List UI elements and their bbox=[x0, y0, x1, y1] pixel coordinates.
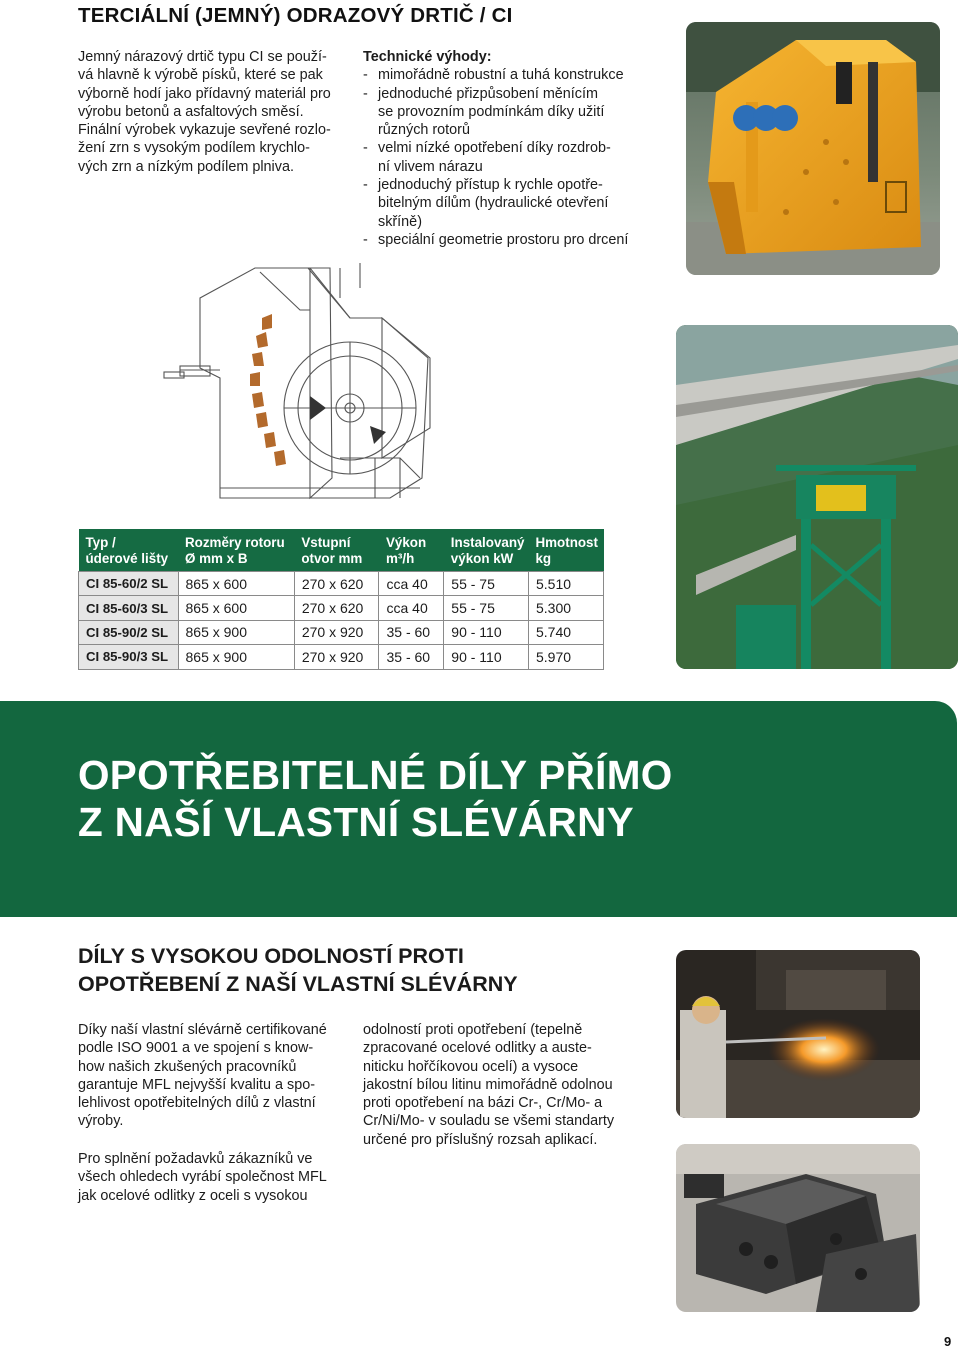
crusher-photo bbox=[686, 22, 940, 275]
table-row bbox=[79, 620, 604, 644]
table-cell: 35 - 60 bbox=[379, 645, 444, 669]
table-row bbox=[79, 572, 604, 596]
table-cell: CI 85-90/3 SL bbox=[79, 645, 179, 669]
list-item: - jednoduchý přístup k rychle opotře- bitelným dílům (hydraulické otevření skříně) bbox=[363, 177, 609, 230]
column-header: Rozměry rotoru Ø mm x B bbox=[178, 529, 294, 572]
body-paragraph: Pro splnění požadavků zákazníků ve všech ohledech vyrábí společnost MFL jak ocelové odlitky z oceli s vysokou bbox=[78, 1151, 327, 1204]
table-cell: 90 - 110 bbox=[444, 645, 529, 669]
section-heading: DÍLY S VYSOKOU ODOLNOSTÍ PROTI OPOTŘEBENÍ Z NAŠÍ VLASTNÍ SLÉVÁRNY bbox=[78, 944, 518, 996]
table-cell: 90 - 110 bbox=[444, 620, 529, 644]
list-item: - velmi nízké opotřebení díky rozdrob- ní vlivem nárazu bbox=[363, 140, 611, 175]
column-header: Hmotnost kg bbox=[528, 529, 603, 572]
column-header: Typ / úderové lišty bbox=[79, 529, 179, 572]
table-cell: 5.300 bbox=[528, 596, 603, 620]
technical-heading: Technické výhody: bbox=[363, 49, 492, 65]
technical-advantages bbox=[363, 48, 645, 249]
column-header: Instalovaný výkon kW bbox=[444, 529, 529, 572]
column-header: Vstupní otvor mm bbox=[294, 529, 379, 572]
table-cell: 35 - 60 bbox=[379, 620, 444, 644]
table-cell: 55 - 75 bbox=[444, 596, 529, 620]
list-item: - mimořádně robustní a tuhá konstrukce bbox=[363, 67, 624, 84]
cast-wear-parts-photo bbox=[676, 1144, 920, 1312]
table-cell: 865 x 900 bbox=[178, 620, 294, 644]
table-header-row bbox=[79, 529, 604, 572]
list-item: - jednoduché přizpůsobení měnícím se provozním podmínkám díky užití různých rotorů bbox=[363, 85, 605, 139]
table-cell: 5.970 bbox=[528, 645, 603, 669]
intro-paragraph: Jemný nárazový drtič typu CI se použí- vá hlavně k výrobě písků, které se pak výborně hodí jako přídavný materiál pro výrobu betonů a asfaltových směsí. Finální výrobek vykazuje sevřené rozlo- žení zrn s vysokým podílem krychlo- vých zrn a nízkým podílem plniva. bbox=[78, 49, 331, 175]
foundry-casting-photo bbox=[676, 950, 920, 1118]
specification-table bbox=[78, 529, 604, 670]
list-item: - speciální geometrie prostoru pro drcení bbox=[363, 231, 629, 248]
table-cell: 270 x 620 bbox=[294, 572, 379, 596]
table-cell: cca 40 bbox=[379, 596, 444, 620]
table-row bbox=[79, 596, 604, 620]
table-cell: 865 x 900 bbox=[178, 645, 294, 669]
table-cell: cca 40 bbox=[379, 572, 444, 596]
table-cell: 270 x 920 bbox=[294, 620, 379, 644]
page-title: TERCIÁLNÍ (JEMNÝ) ODRAZOVÝ DRTIČ / CI bbox=[78, 4, 513, 27]
table-cell: 865 x 600 bbox=[178, 572, 294, 596]
table-cell: CI 85-60/3 SL bbox=[79, 596, 179, 620]
page-number: 9 bbox=[944, 1334, 952, 1349]
table-cell: 865 x 600 bbox=[178, 596, 294, 620]
table-cell: CI 85-60/2 SL bbox=[79, 572, 179, 596]
table-cell: CI 85-90/2 SL bbox=[79, 620, 179, 644]
table-cell: 270 x 620 bbox=[294, 596, 379, 620]
crushing-plant-photo bbox=[676, 325, 958, 669]
body-paragraph: Díky naší vlastní slévárně certifikované podle ISO 9001 a ve spojení s know- how našich zkušených pracovníků garantuje MFL nejvyšší kvalitu a spo- lehlivost opotřebitelných dílů z vlastní výroby. bbox=[78, 1022, 327, 1130]
body-paragraph: odolností proti opotřebení (tepelně zpracované ocelové odlitky a auste- niticku hořčíkovou ocelí) a vysoce jakostní bílou litinu mimořádně odolnou proti opotřebení na bázi Cr-, Cr/Mo- a Cr/Ni/Mo- v souladu se všemi standarty určené pro příslušný rozsah aplikací. bbox=[363, 1022, 615, 1148]
table-cell: 55 - 75 bbox=[444, 572, 529, 596]
column-header: Výkon m³/h bbox=[379, 529, 444, 572]
table-cell: 5.740 bbox=[528, 620, 603, 644]
table-cell: 270 x 920 bbox=[294, 645, 379, 669]
banner-title: OPOTŘEBITELNÉ DÍLY PŘÍMO Z NAŠÍ VLASTNÍ SLÉVÁRNY bbox=[78, 752, 673, 845]
table-row bbox=[79, 645, 604, 669]
crusher-technical-drawing bbox=[160, 258, 460, 506]
table-cell: 5.510 bbox=[528, 572, 603, 596]
